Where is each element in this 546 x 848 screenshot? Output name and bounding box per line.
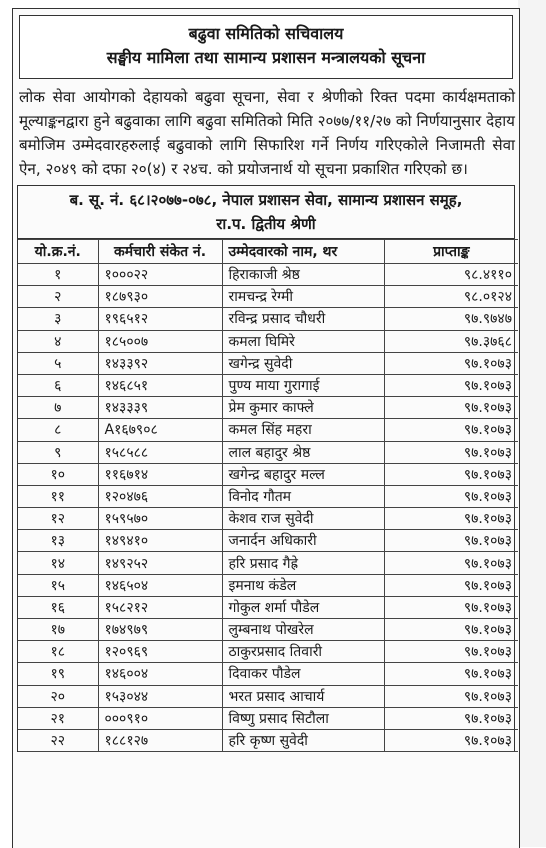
serial-cell: १५ — [18, 574, 98, 596]
score-cell: ९८.४११० — [384, 264, 518, 286]
score-cell: ९८.०१२४ — [384, 286, 518, 308]
candidate-name-cell: केशव राज सुवेदी — [222, 508, 384, 530]
table-heading — [18, 186, 514, 239]
column-header-score: प्राप्ताङ्क — [384, 240, 518, 264]
candidate-table-section — [17, 185, 515, 752]
serial-cell: ७ — [18, 397, 98, 419]
serial-cell: १९ — [18, 663, 98, 685]
table-row — [18, 352, 518, 374]
candidate-name-cell: भरत प्रसाद आचार्य — [222, 685, 384, 707]
table-row — [18, 441, 518, 463]
employee-code-cell: १४६००४ — [98, 663, 222, 685]
employee-code-cell: १४३३९२ — [98, 352, 222, 374]
candidate-name-cell: जनार्दन अधिकारी — [222, 530, 384, 552]
employee-code-cell: १०००२२ — [98, 264, 222, 286]
column-header-employee-code: कर्मचारी संकेत नं. — [98, 240, 222, 264]
serial-cell: १० — [18, 463, 98, 485]
notice-subtitle: सङ्घीय मामिला तथा सामान्य प्रशासन मन्त्रालयको सूचना — [106, 48, 426, 67]
table-row — [18, 685, 518, 707]
serial-cell: १७ — [18, 619, 98, 641]
table-heading-line2: रा.प. द्वितीय श्रेणी — [216, 215, 316, 233]
column-header-serial: यो.क्र.नं. — [18, 240, 98, 264]
employee-code-cell: १८५००७ — [98, 330, 222, 352]
serial-cell: ११ — [18, 485, 98, 507]
score-cell: ९७.१०७३ — [384, 419, 518, 441]
column-header-candidate-name: उम्मेदवारको नाम, थर — [222, 240, 384, 264]
serial-cell: ९ — [18, 441, 98, 463]
candidate-name-cell: विनोद गौतम — [222, 485, 384, 507]
score-cell: ९७.३७६८ — [384, 330, 518, 352]
table-row — [18, 619, 518, 641]
score-cell: ९७.१०७३ — [384, 707, 518, 729]
candidate-name-cell: इमनाथ कंडेल — [222, 574, 384, 596]
score-cell: ९७.१०७३ — [384, 485, 518, 507]
candidate-name-cell: कमला घिमिरे — [222, 330, 384, 352]
serial-cell: १४ — [18, 552, 98, 574]
candidate-name-cell: हरि कृष्ण सुवेदी — [222, 729, 384, 751]
table-row — [18, 530, 518, 552]
employee-code-cell: १७४९७९ — [98, 619, 222, 641]
notice-document — [12, 8, 520, 848]
serial-cell: ३ — [18, 308, 98, 330]
table-row — [18, 485, 518, 507]
serial-cell: ६ — [18, 374, 98, 396]
candidate-name-cell: रामचन्द्र रेग्मी — [222, 286, 384, 308]
serial-cell: २१ — [18, 707, 98, 729]
employee-code-cell: १५८२१२ — [98, 596, 222, 618]
score-cell: ९७.१०७३ — [384, 641, 518, 663]
table-body — [18, 264, 518, 752]
score-cell: ९७.१०७३ — [384, 685, 518, 707]
table-row — [18, 463, 518, 485]
serial-cell: २२ — [18, 729, 98, 751]
employee-code-cell: १४३३३९ — [98, 397, 222, 419]
candidate-name-cell: ठाकुरप्रसाद तिवारी — [222, 641, 384, 663]
employee-code-cell: १४९२५२ — [98, 552, 222, 574]
right-page-margin — [518, 0, 546, 847]
table-row — [18, 552, 518, 574]
table-row — [18, 397, 518, 419]
score-cell: ९७.९७४७ — [384, 308, 518, 330]
candidate-name-cell: गोकुल शर्मा पौडेल — [222, 596, 384, 618]
table-row — [18, 707, 518, 729]
employee-code-cell: १४९४१० — [98, 530, 222, 552]
score-cell: ९७.१०७३ — [384, 530, 518, 552]
employee-code-cell: १४६५०४ — [98, 574, 222, 596]
candidate-name-cell: हरि प्रसाद गैह्रे — [222, 552, 384, 574]
table-row — [18, 419, 518, 441]
score-cell: ९७.१०७३ — [384, 596, 518, 618]
score-cell: ९७.१०७३ — [384, 397, 518, 419]
employee-code-cell: १५८५८८ — [98, 441, 222, 463]
candidate-name-cell: रविन्द्र प्रसाद चौधरी — [222, 308, 384, 330]
table-row — [18, 596, 518, 618]
candidate-table — [18, 239, 518, 752]
serial-cell: ४ — [18, 330, 98, 352]
serial-cell: १६ — [18, 596, 98, 618]
serial-cell: ५ — [18, 352, 98, 374]
table-row — [18, 286, 518, 308]
table-row — [18, 729, 518, 751]
employee-code-cell: १८७९३० — [98, 286, 222, 308]
score-cell: ९७.१०७३ — [384, 619, 518, 641]
serial-cell: २० — [18, 685, 98, 707]
notice-header — [19, 15, 513, 79]
score-cell: ९७.१०७३ — [384, 374, 518, 396]
employee-code-cell: १५३०४४ — [98, 685, 222, 707]
score-cell: ९७.१०७३ — [384, 729, 518, 751]
score-cell: ९७.१०७३ — [384, 574, 518, 596]
candidate-name-cell: विष्णु प्रसाद सिटौला — [222, 707, 384, 729]
candidate-name-cell: प्रेम कुमार काफ्ले — [222, 397, 384, 419]
notice-body-text: लोक सेवा आयोगको देहायको बढुवा सूचना, सेवा र श्रेणीको रिक्त पदमा कार्यक्षमताको मूल्याङ्कनद्वारा हुने बढुवाका लागि बढुवा समितिको मिति २०७७/११/२७ को निर्णयानुसार देहाय बमोजिम उम्मेदवारहरुलाई बढुवाको लागि सिफारिश गर्ने निर्णय गरिएकोले निजामती सेवा ऐन, २०४९ को दफा २०(४) र २४च. को प्रयोजनार्थ यो सूचना प्रकाशित गरिएको छ। — [19, 88, 515, 178]
table-row — [18, 330, 518, 352]
employee-code-cell: १५९५७० — [98, 508, 222, 530]
score-cell: ९७.१०७३ — [384, 352, 518, 374]
table-header-row — [18, 240, 518, 264]
employee-code-cell: ११६७१४ — [98, 463, 222, 485]
table-row — [18, 308, 518, 330]
table-row — [18, 264, 518, 286]
score-cell: ९७.१०७३ — [384, 552, 518, 574]
employee-code-cell: १२०४७६ — [98, 485, 222, 507]
table-row — [18, 574, 518, 596]
table-heading-line1: ब. सू. नं. ६८।२०७७-०७८, नेपाल प्रशासन सेवा, सामान्य प्रशासन समूह, — [69, 191, 463, 209]
candidate-name-cell: लाल बहादुर श्रेष्ठ — [222, 441, 384, 463]
score-cell: ९७.१०७३ — [384, 463, 518, 485]
table-row — [18, 508, 518, 530]
candidate-name-cell: हिराकाजी श्रेष्ठ — [222, 264, 384, 286]
employee-code-cell: १२०९६९ — [98, 641, 222, 663]
score-cell: ९७.१०७३ — [384, 508, 518, 530]
score-cell: ९७.१०७३ — [384, 441, 518, 463]
employee-code-cell: १८८१२७ — [98, 729, 222, 751]
notice-title: बढुवा समितिको सचिवालय — [188, 24, 344, 43]
candidate-name-cell: खगेन्द्र बहादुर मल्ल — [222, 463, 384, 485]
serial-cell: २ — [18, 286, 98, 308]
table-row — [18, 641, 518, 663]
candidate-name-cell: दिवाकर पौडेल — [222, 663, 384, 685]
candidate-name-cell: पुण्य माया गुरागाई — [222, 374, 384, 396]
score-cell: ९७.१०७३ — [384, 663, 518, 685]
serial-cell: १२ — [18, 508, 98, 530]
serial-cell: १८ — [18, 641, 98, 663]
employee-code-cell: ०००९१० — [98, 707, 222, 729]
table-row — [18, 663, 518, 685]
serial-cell: ८ — [18, 419, 98, 441]
employee-code-cell: A१६७९०८ — [98, 419, 222, 441]
candidate-name-cell: लुम्बनाथ पोखरेल — [222, 619, 384, 641]
employee-code-cell: १४६८५१ — [98, 374, 222, 396]
candidate-name-cell: खगेन्द्र सुवेदी — [222, 352, 384, 374]
serial-cell: १ — [18, 264, 98, 286]
candidate-name-cell: कमल सिंह महरा — [222, 419, 384, 441]
employee-code-cell: १९६५१२ — [98, 308, 222, 330]
table-row — [18, 374, 518, 396]
serial-cell: १३ — [18, 530, 98, 552]
